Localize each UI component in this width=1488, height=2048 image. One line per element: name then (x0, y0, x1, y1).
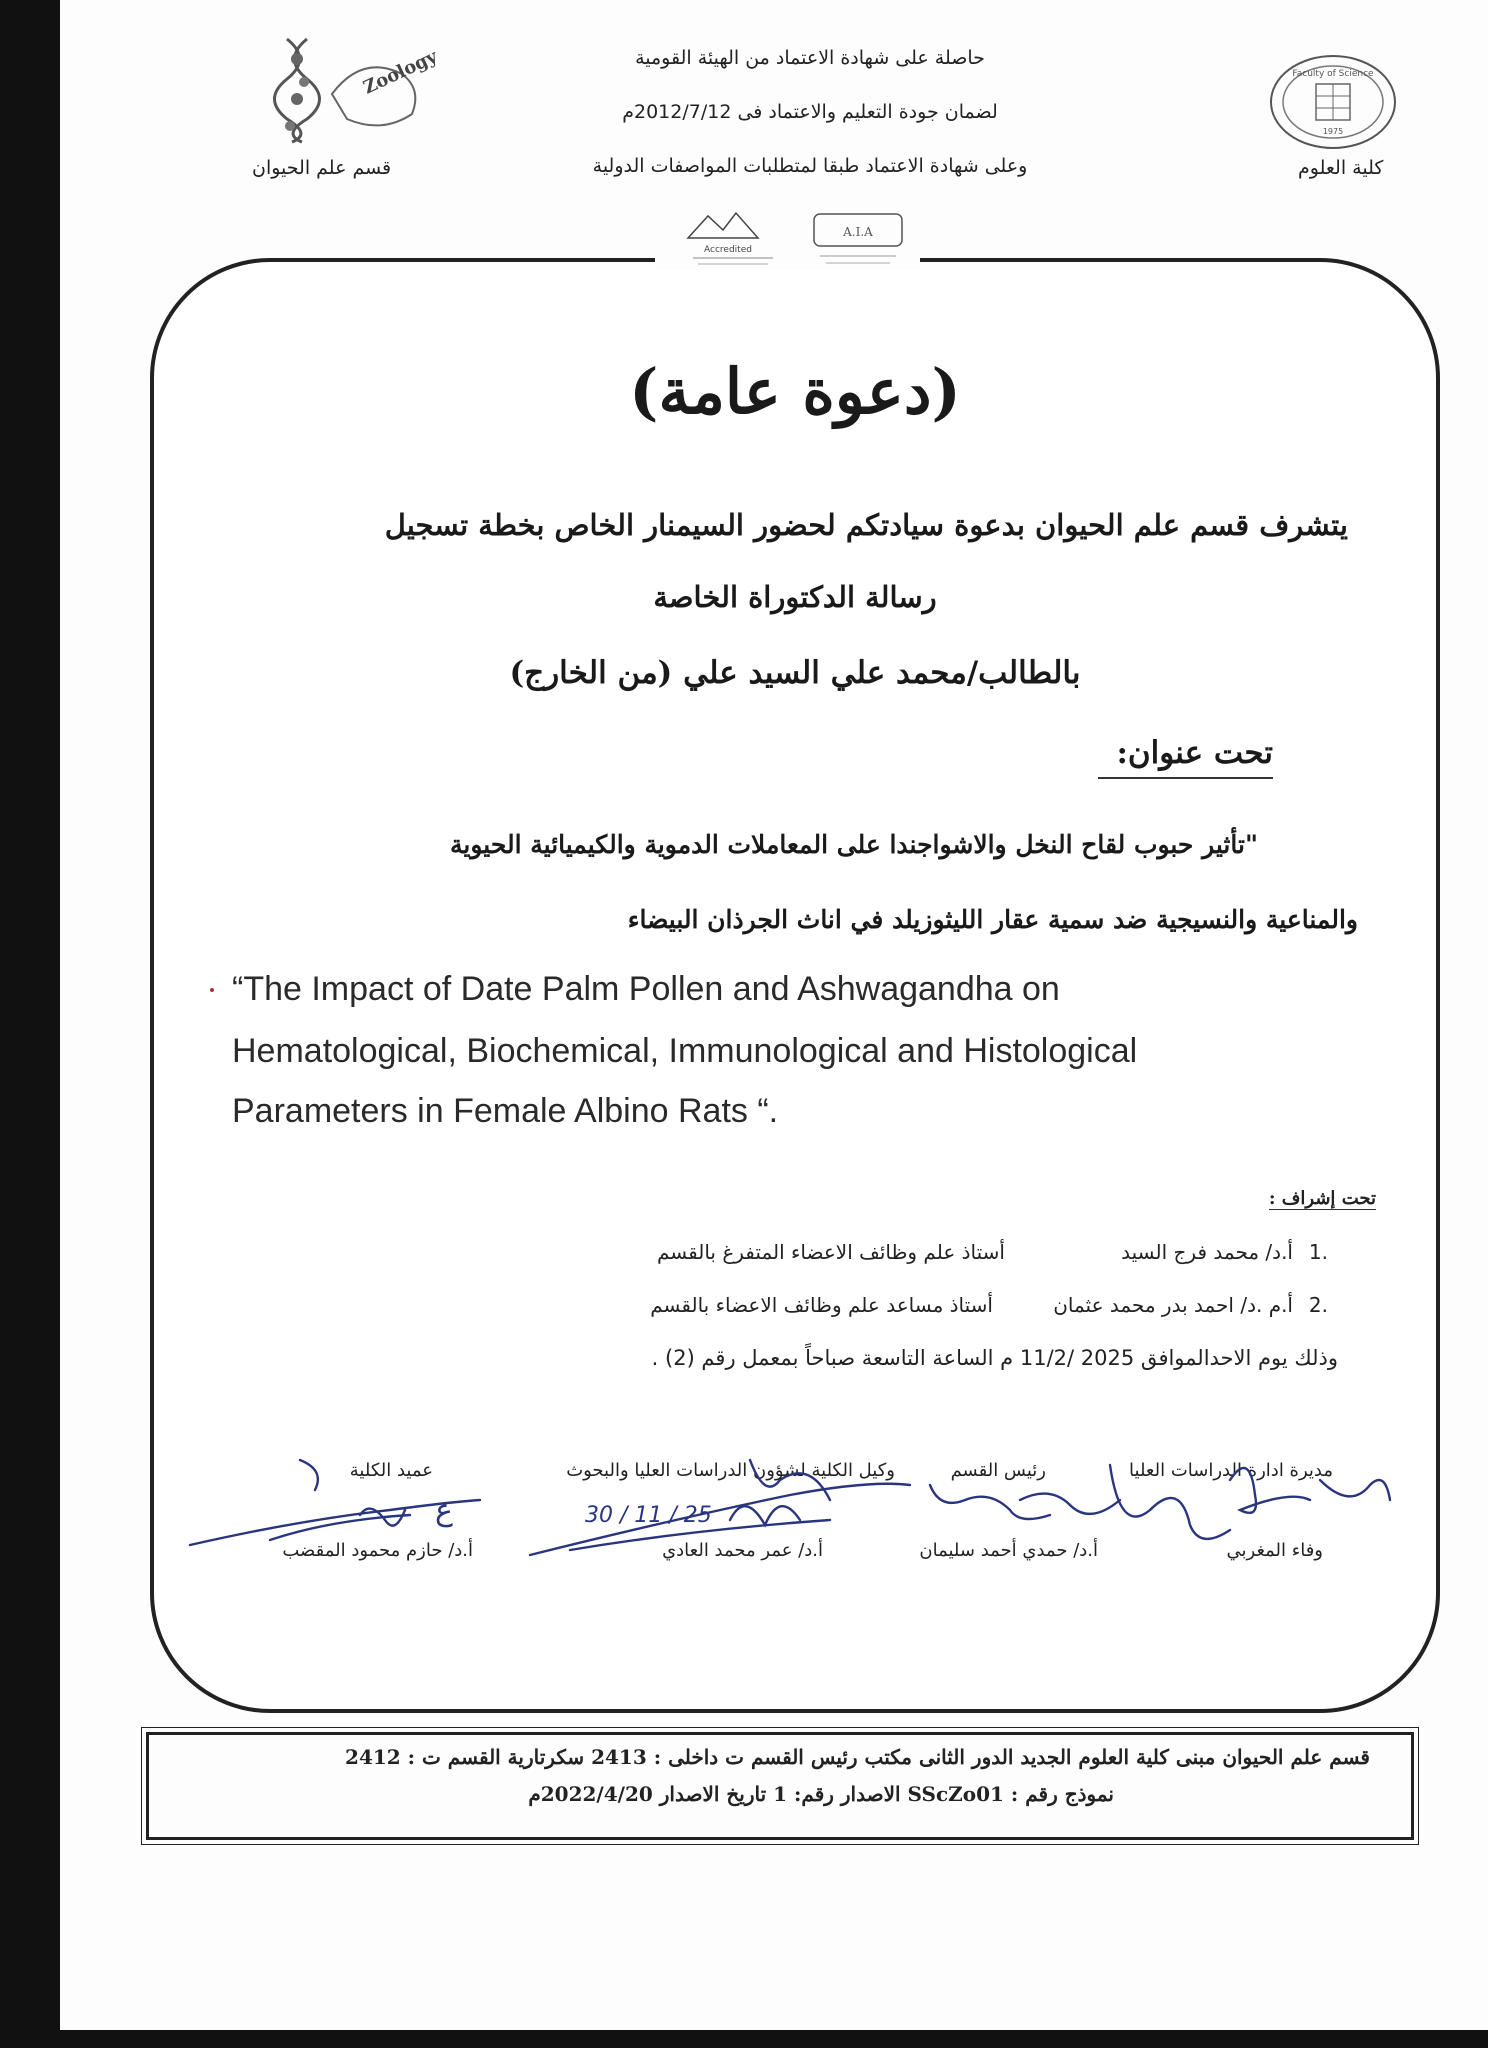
accreditation-line-2: لضمان جودة التعليم والاعتماد فى 2012/7/12م (622, 101, 998, 123)
supervisor-1-name: أ.د/ محمد فرج السيد (1121, 1240, 1293, 1264)
supervisor-2-number: .2 (1308, 1293, 1328, 1317)
department-logo (272, 34, 441, 144)
badge-2-text: A.I.A (843, 225, 873, 239)
supervisor-2-name: أ.م .د/ احمد بدر محمد عثمان (1053, 1293, 1293, 1317)
intro-line-2: رسالة الدكتوراة الخاصة (653, 580, 937, 614)
badge-1-text: Accredited (704, 245, 752, 255)
signature-name-2: أ.د/ حمدي أحمد سليمان (919, 1540, 1098, 1561)
signature-role-1: مديرة ادارة الدراسات العليا (1129, 1460, 1333, 1481)
seal-year: 1975 (1322, 127, 1344, 136)
handwritten-date: 30 / 11 / 25 (585, 1503, 712, 1528)
schedule-line: وذلك يوم الاحدالموافق 2025 /11/2 م الساعة التاسعة صباحاً بمعمل رقم (2) . (651, 1346, 1338, 1370)
footer-line-1: قسم علم الحيوان مبنى كلية العلوم الجديد الدور الثانى مكتب رئيس القسم ت داخلى : 2413 سكرتارية القسم ت : 2412 (345, 1745, 1370, 1769)
english-title-line-1: “The Impact of Date Palm Pollen and Ashwagandha on (232, 970, 1060, 1008)
signature-1-stroke (1230, 1468, 1310, 1513)
arabic-title-line-2: والمناعية والنسيجية ضد سمية عقار الليثوزيلد في اناث الجرذان البيضاء (627, 905, 1358, 934)
accreditation-line-3: وعلى شهادة الاعتماد طبقا لمتطلبات المواصفات الدولية (592, 155, 1028, 177)
scan-edge-bottom (0, 2030, 1488, 2048)
intro-line-1: يتشرف قسم علم الحيوان بدعوة سيادتكم لحضور السيمنار الخاص بخطة تسجيل (384, 508, 1348, 542)
footer-line-2: نموذج رقم : SScZo01 الاصدار رقم: 1 تاريخ الاصدار 2022/4/20م (528, 1782, 1114, 1806)
faculty-seal-icon (1268, 52, 1398, 152)
aia-badge-icon (808, 208, 908, 270)
signature-name-4: أ.د/ حازم محمود المقضب (282, 1540, 473, 1561)
seal-text: Faculty of Science (1292, 69, 1374, 79)
handwritten-initial: ع (435, 1493, 453, 1528)
dna-zoology-icon (272, 34, 441, 144)
signature-role-3: وكيل الكلية لشؤون الدراسات العليا والبحوث (566, 1460, 895, 1481)
accredited-badge-2 (808, 208, 908, 270)
scan-edge-left (0, 0, 60, 2048)
supervision-label: تحت إشراف : (1268, 1188, 1376, 1209)
supervisor-1-title: أستاذ علم وظائف الاعضاء المتفرغ بالقسم (656, 1240, 1005, 1264)
signature-name-1: وفاء المغربي (1226, 1540, 1323, 1561)
logo-text: Zoology (360, 46, 441, 99)
english-title-line-2: Hematological, Biochemical, Immunological and Histological (232, 1032, 1138, 1070)
department-name: قسم علم الحيوان (252, 157, 392, 179)
faculty-seal-logo (1268, 52, 1398, 152)
student-line: بالطالب/محمد علي السيد علي (من الخارج) (509, 655, 1081, 691)
signature-role-4: عميد الكلية (349, 1460, 433, 1481)
signature-name-3: أ.د/ عمر محمد العادي (662, 1540, 823, 1561)
supervisor-1-number: .1 (1308, 1240, 1328, 1264)
faculty-name: كلية العلوم (1298, 157, 1384, 179)
mountain-accredited-icon (678, 208, 788, 270)
english-title-line-3: Parameters in Female Albino Rats “. (232, 1092, 779, 1130)
invitation-title: (دعوة عامة) (629, 355, 961, 428)
accreditation-line-1: حاصلة على شهادة الاعتماد من الهيئة القومية (635, 47, 985, 69)
signature-2-stroke (930, 1485, 1050, 1519)
bullet-dot (210, 988, 214, 992)
signature-role-2: رئيس القسم (950, 1460, 1046, 1481)
supervisor-2-title: أستاذ مساعد علم وظائف الاعضاء بالقسم (650, 1293, 993, 1317)
arabic-title-line-1: "تأثير حبوب لقاح النخل والاشواجندا على المعاملات الدموية والكيميائية الحيوية (450, 830, 1258, 859)
subject-label: تحت عنوان: (1098, 735, 1273, 779)
accredited-badge-1 (678, 208, 788, 270)
